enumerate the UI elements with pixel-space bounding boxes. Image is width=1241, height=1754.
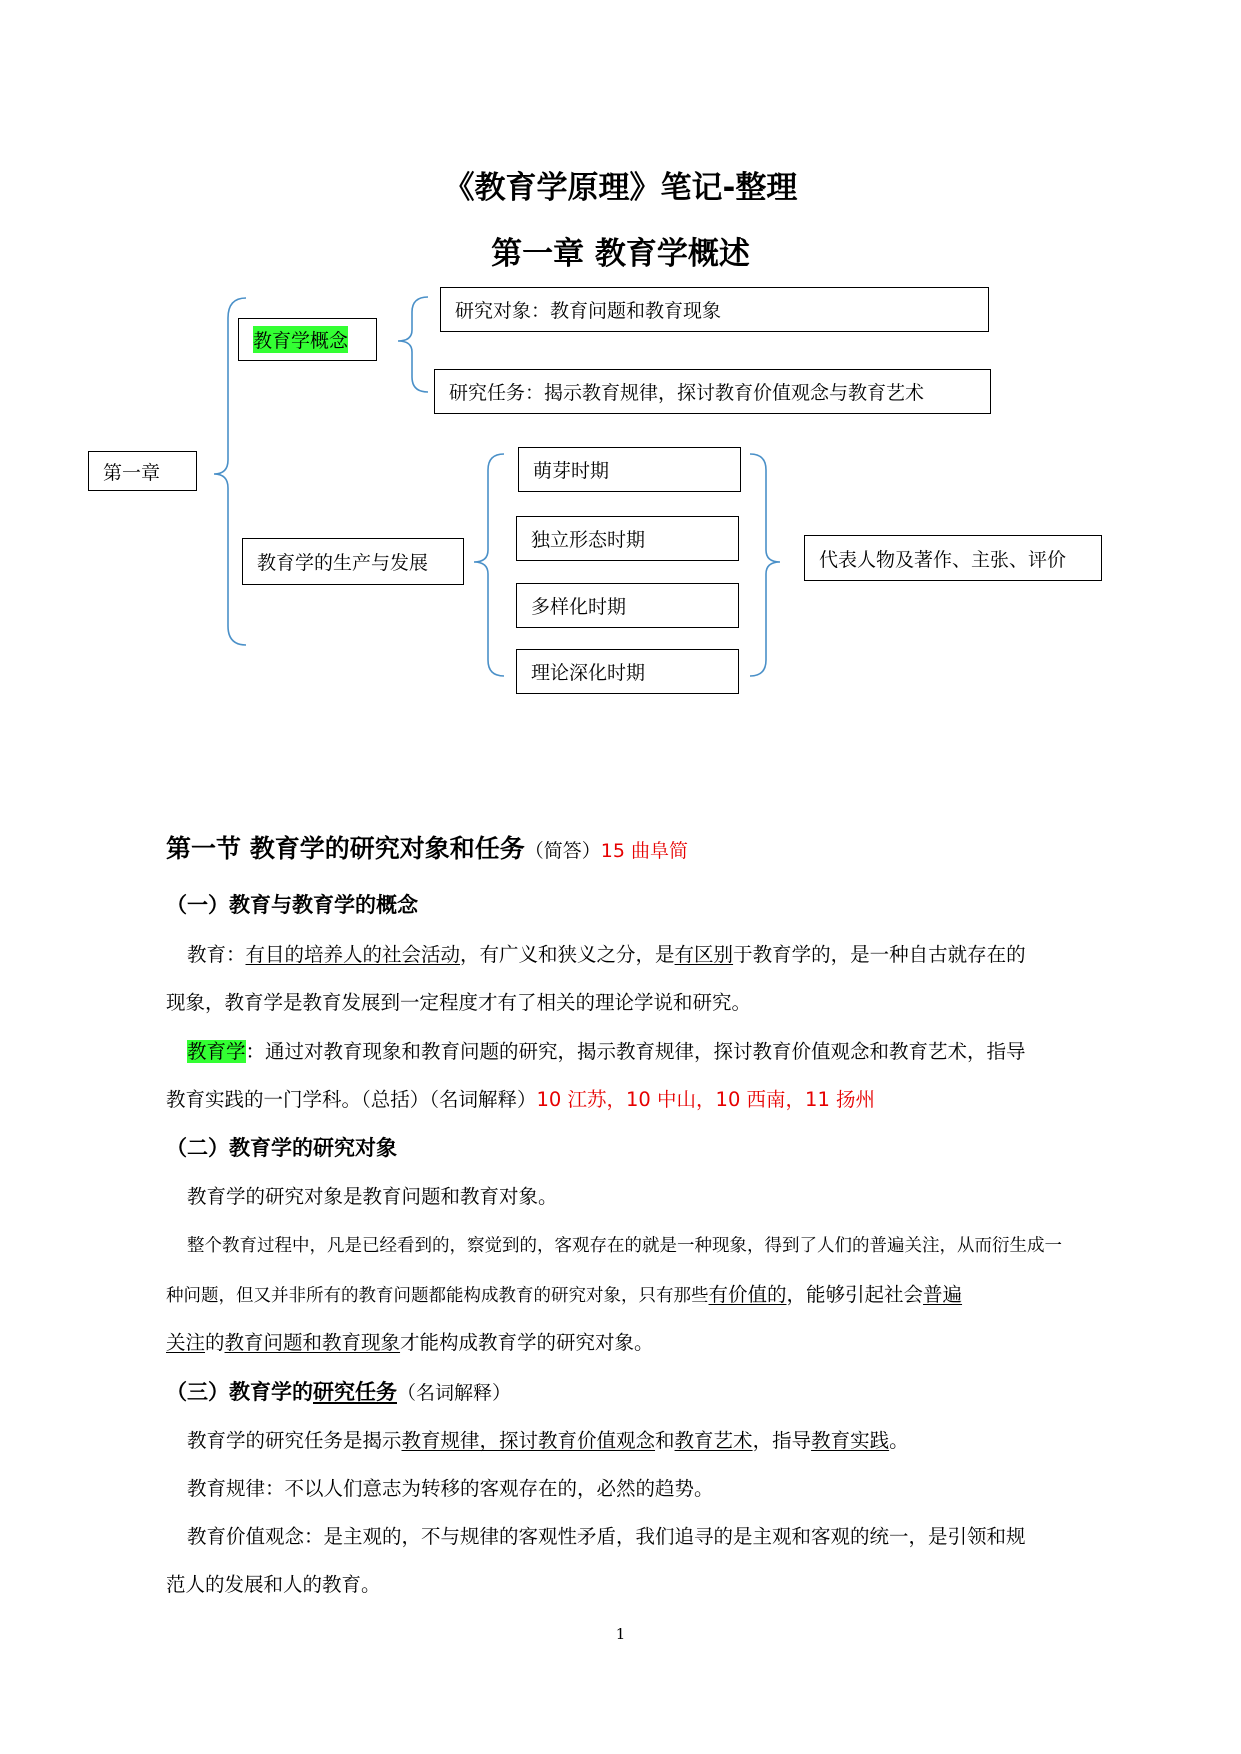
period-node [516, 583, 739, 628]
text-span: 。 [889, 1429, 909, 1452]
text-span: 教育学的研究任务是揭示 [187, 1429, 402, 1452]
underlined-text: 关注 [166, 1331, 206, 1354]
evaluation-node [804, 535, 1102, 581]
period-node [516, 516, 739, 561]
highlighted-term: 教育学 [187, 1040, 246, 1063]
underlined-text: 普遍 [923, 1283, 963, 1306]
text-span: ：通过对教育现象和教育问题的研究，揭示教育规律，探讨教育价值观念和教育艺术，指导 [245, 1040, 1026, 1063]
underlined-text: 有价值的 [708, 1283, 787, 1306]
subsection-heading-2: （二）教育学的研究对象 [166, 1136, 397, 1160]
concept-node [238, 318, 377, 361]
text-span: 的 [205, 1331, 225, 1354]
section-title: 第一节 教育学的研究对象和任务 [166, 834, 525, 863]
underlined-text: 教育实践 [811, 1429, 890, 1452]
root-node-label: 第一章 [103, 461, 161, 484]
development-node-label: 教育学的生产与发展 [257, 552, 429, 574]
section-note: （简答） [524, 840, 601, 862]
paragraph-line: 现象，教育学是教育发展到一定程度才有了相关的理论学说和研究。 [166, 991, 752, 1014]
section-heading [166, 829, 688, 865]
period-node [518, 447, 741, 492]
underlined-text: 有目的培养人的社会活动 [245, 943, 461, 966]
period-label: 多样化时期 [531, 596, 627, 618]
concept-bracket [398, 297, 428, 392]
text-span: ，指导 [752, 1429, 812, 1452]
period-label: 独立形态时期 [531, 529, 646, 551]
object-node [440, 287, 989, 332]
chapter-title: 第一章 教育学概述 [491, 236, 750, 272]
underlined-text: 教育规律，探讨教育价值观念 [401, 1429, 656, 1452]
period-label: 理论深化时期 [531, 662, 646, 684]
paragraph-line [187, 1425, 909, 1453]
subsection-heading-1: （一）教育与教育学的概念 [166, 893, 418, 917]
section-source: 15 曲阜简 [600, 840, 688, 862]
evaluation-node-label: 代表人物及著作、主张、评价 [819, 548, 1067, 571]
text-span: 才能构成教育学的研究对象。 [400, 1331, 654, 1354]
paragraph-line [166, 1084, 875, 1112]
heading-note: （名词解释） [397, 1382, 512, 1404]
paragraph-line: 整个教育过程中，凡是已经看到的，察觉到的，客观存在的就是一种现象，得到了人们的普遍关注，从而衍生成一 [187, 1236, 1062, 1256]
task-node [434, 369, 991, 414]
underlined-text: 教育艺术 [674, 1429, 753, 1452]
paragraph-line [166, 1327, 654, 1355]
paragraph-line: 教育价值观念：是主观的，不与规律的客观性矛盾，我们追寻的是主观和客观的统一，是引领和规 [187, 1525, 1026, 1548]
paragraph-line [166, 1279, 962, 1307]
text-span: 教育： [187, 943, 246, 966]
subsection-heading-3 [166, 1376, 511, 1406]
paragraph-line [187, 939, 1026, 967]
object-node-label: 研究对象：教育问题和教育现象 [455, 300, 722, 322]
paragraph-line: 范人的发展和人的教育。 [166, 1573, 381, 1596]
text-span: 种问题，但又并非所有的教育问题都能构成教育的研究对象，只有那些 [166, 1286, 709, 1306]
period-label: 萌芽时期 [533, 460, 610, 482]
paragraph-line [187, 1036, 1026, 1064]
underlined-text: 有区别 [674, 943, 734, 966]
period-node [516, 649, 739, 694]
periods-right-bracket [750, 454, 780, 676]
text-span: 教育实践的一门学科。（总括）（名词解释） [166, 1088, 537, 1111]
paragraph-line: 教育学的研究对象是教育问题和教育对象。 [187, 1185, 558, 1208]
text-span: ，有广义和狭义之分，是 [460, 943, 675, 966]
task-node-label: 研究任务：揭示教育规律，探讨教育价值观念与教育艺术 [449, 382, 925, 404]
text-span: ，能够引起社会 [786, 1283, 924, 1306]
heading-text: （三）教育学的 [166, 1380, 313, 1404]
concept-node-label: 教育学概念 [253, 326, 348, 353]
document-title: 《教育学原理》笔记-整理 [443, 170, 798, 206]
text-span: 和 [655, 1429, 675, 1452]
paragraph-line: 教育规律：不以人们意志为转移的客观存在的，必然的趋势。 [187, 1477, 714, 1500]
underlined-text: 教育问题和教育现象 [224, 1331, 401, 1354]
page-number: 1 [615, 1625, 626, 1643]
periods-left-bracket [474, 454, 504, 676]
text-span: 于教育学的，是一种自古就存在的 [733, 943, 1026, 966]
root-node [88, 451, 197, 491]
development-node [242, 538, 464, 585]
underlined-text: 研究任务 [313, 1380, 397, 1404]
exam-sources: 10 江苏，10 中山，10 西南，11 扬州 [536, 1088, 876, 1111]
